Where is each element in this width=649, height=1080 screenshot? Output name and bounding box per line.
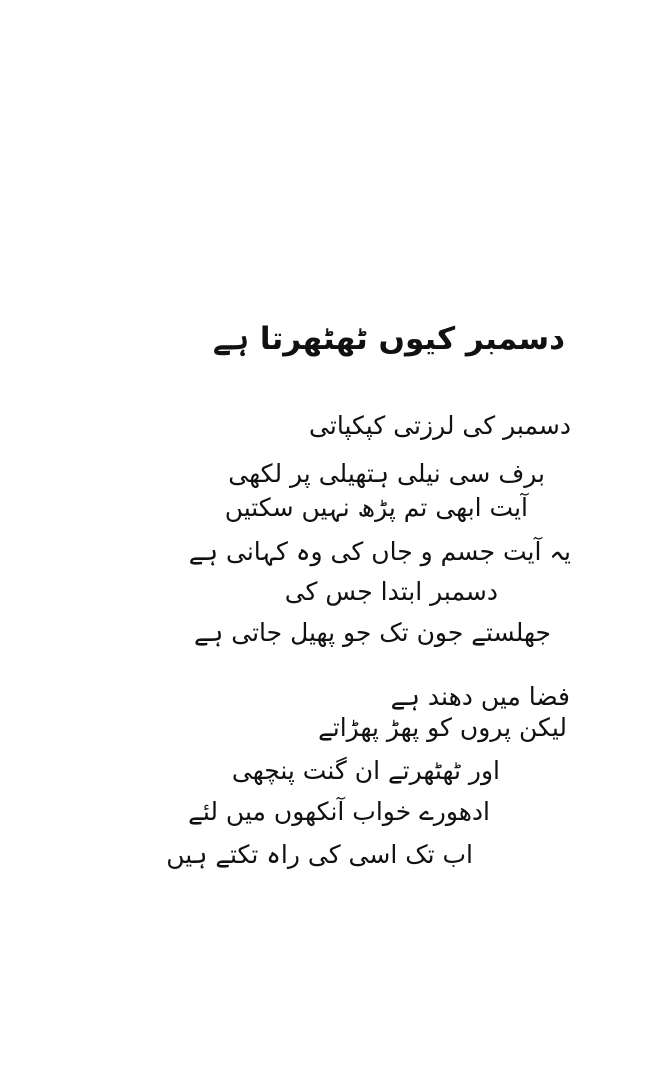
- poem-line: جھلستے جون تک جو پھیل جاتی ہے: [194, 618, 551, 647]
- poem-line: ادھورے خواب آنکھوں میں لئے: [188, 797, 490, 826]
- poem-line: لیکن پروں کو پھڑ پھڑاتے: [318, 713, 567, 742]
- poem-line: دسمبر کی لرزتی کپکپاتی: [309, 411, 571, 440]
- poem-line: اور ٹھٹھرتے ان گنت پنچھی: [231, 756, 500, 785]
- poem-title: دسمبر کیوں ٹھٹھرتا ہے: [212, 321, 565, 357]
- poem-line: فضا میں دھند ہے: [390, 682, 570, 711]
- poem-line: برف سی نیلی ہتھیلی پر لکھی: [228, 459, 545, 488]
- poem-line: یہ آیت جسم و جاں کی وہ کہانی ہے: [188, 537, 571, 566]
- poem-line: اب تک اسی کی راہ تکتے ہیں: [166, 840, 473, 869]
- poem-line: آیت ابھی تم پڑھ نہیں سکتیں: [224, 493, 528, 522]
- poem-line: دسمبر ابتدا جس کی: [284, 577, 498, 606]
